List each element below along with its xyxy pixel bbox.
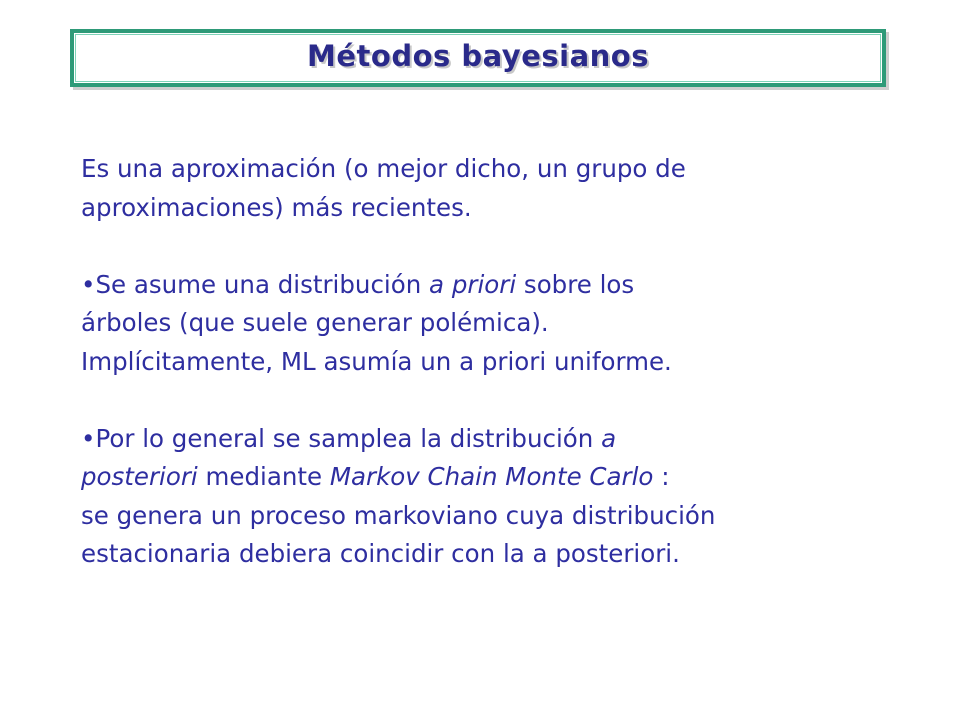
bullet-2-line-4: estacionaria debiera coincidir con la a posteriori.	[81, 539, 680, 568]
bullet-2-text-a: •Por lo general se samplea la distribución	[81, 423, 602, 453]
title-box	[70, 29, 886, 87]
intro-line-2: aproximaciones) más recientes.	[81, 192, 472, 222]
bullet-1-line-1	[81, 266, 881, 305]
bullet-2-line-3: se genera un proceso markoviano cuya distribución	[81, 500, 716, 530]
bullet-1-line-3: Implícitamente, ML asumía un a priori uniforme.	[81, 346, 672, 376]
slide-title: Métodos bayesianos	[307, 39, 649, 73]
bullet-1	[81, 266, 881, 382]
a-posteriori-term-b: posteriori	[81, 462, 198, 491]
bullet-1-text-b: sobre los	[516, 269, 635, 299]
bullet-2-line-2	[81, 458, 881, 497]
bullet-1-text-a: •Se asume una distribución	[81, 269, 430, 299]
mcmc-term: Markov Chain Monte Carlo	[329, 462, 654, 491]
intro-line-1: Es una aproximación (o mejor dicho, un grupo de	[81, 154, 686, 183]
bullet-1-line-2: árboles (que suele generar polémica).	[81, 308, 549, 337]
bullet-2-line-1	[81, 420, 881, 459]
bullet-2-text-b: mediante	[197, 462, 330, 491]
intro-paragraph	[81, 150, 881, 227]
a-priori-term: a priori	[429, 269, 517, 299]
bullet-2-text-c: :	[653, 462, 670, 491]
slide-body	[81, 150, 881, 574]
a-posteriori-term-a: a	[601, 423, 617, 453]
bullet-2	[81, 420, 881, 574]
